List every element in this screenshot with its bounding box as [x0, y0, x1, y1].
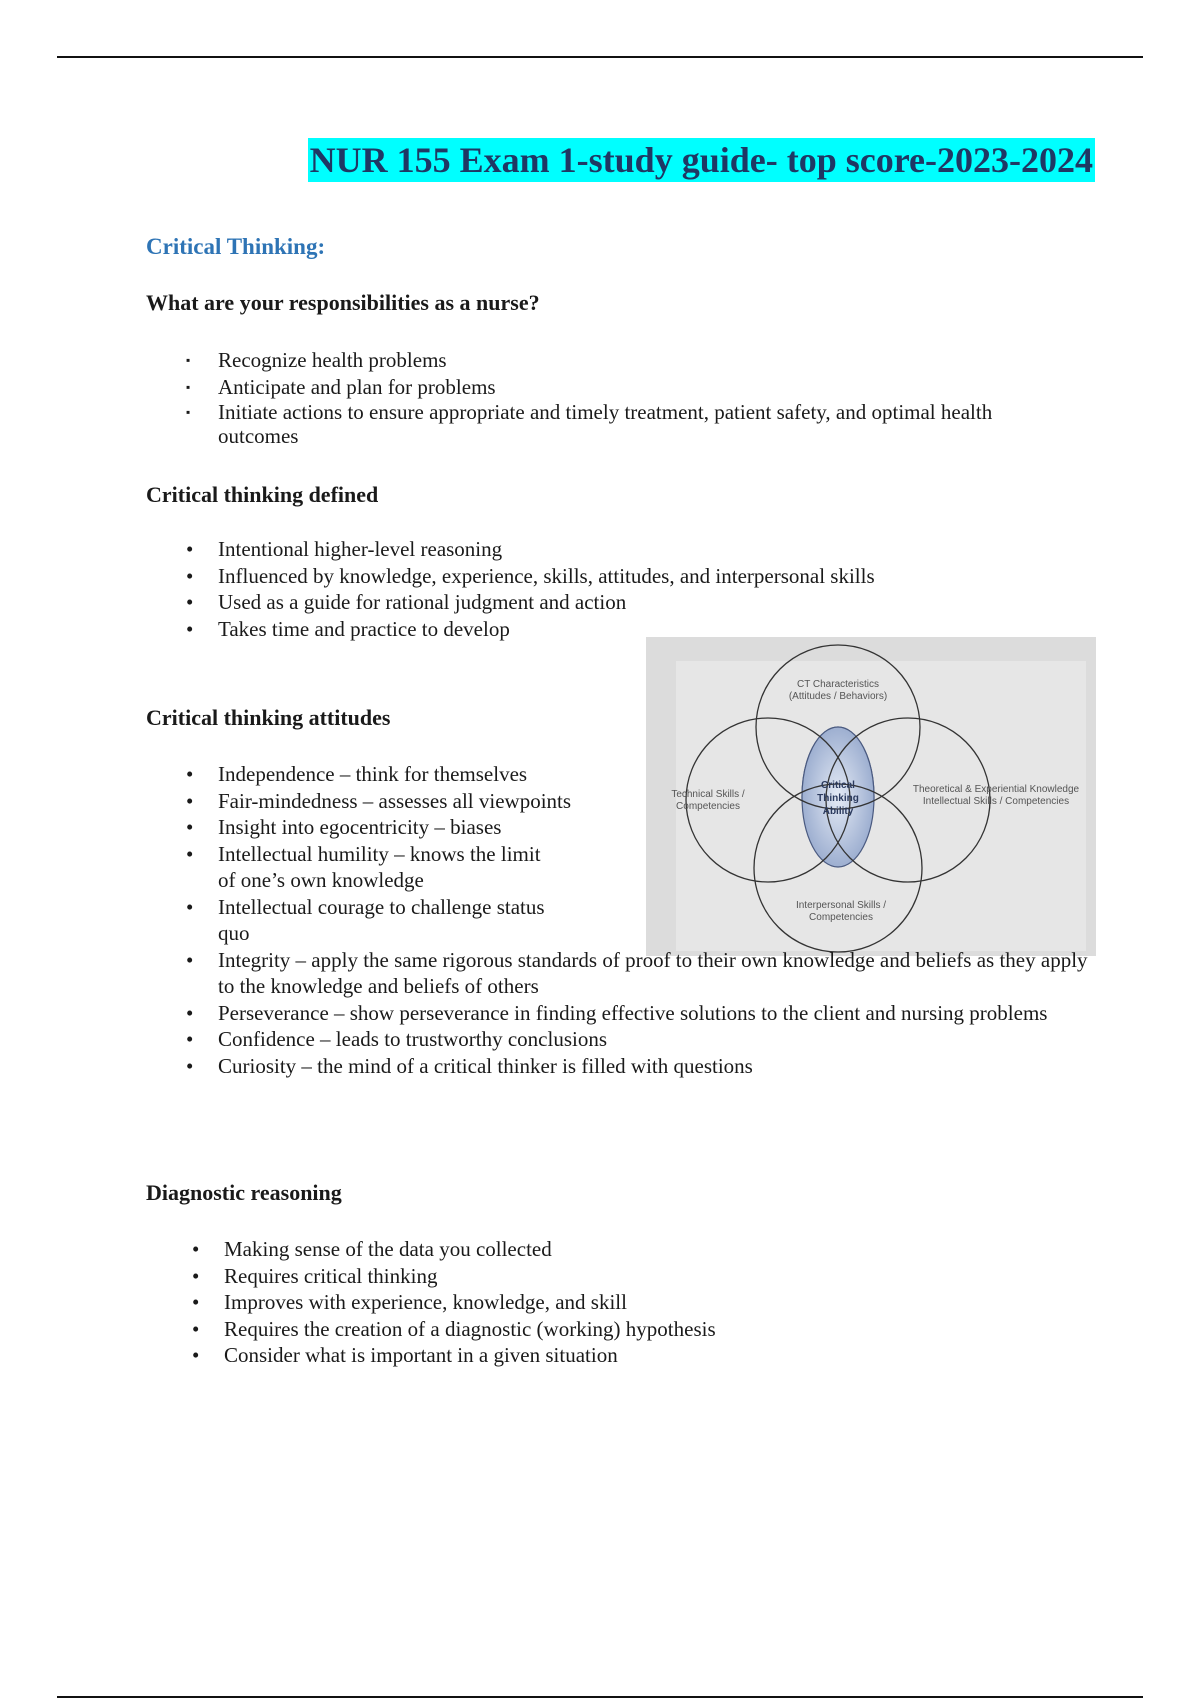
list-item: • Intentional higher-level reasoning	[186, 537, 503, 561]
bottom-rule	[57, 1696, 1143, 1698]
attitudes-heading: Critical thinking attitudes	[146, 705, 391, 730]
bullet-icon: •	[186, 616, 194, 641]
bottom-label-2: Competencies	[809, 912, 873, 923]
list-item: • Requires critical thinking	[192, 1263, 438, 1288]
list-item: • Influenced by knowledge, experience, skills, attitudes, and interpersonal skills	[186, 563, 875, 588]
bullet-icon: •	[192, 1237, 200, 1261]
title-container	[308, 138, 1095, 182]
top-label-1: CT Characteristics	[796, 679, 880, 690]
list-item: • Curiosity – the mind of a critical thinker is filled with questions	[186, 1053, 753, 1078]
list-item: ▪ Initiate actions to ensure appropriate and timely treatment, patient safety, and optimal health outcomes	[186, 400, 993, 448]
bullet-icon: •	[186, 537, 194, 561]
center-label-3: Ability	[822, 806, 854, 817]
bullet-icon: •	[186, 1027, 194, 1051]
bullet-icon: •	[186, 947, 194, 972]
bullet-icon: •	[186, 1053, 194, 1078]
top-label-2: (Attitudes / Behaviors)	[788, 691, 888, 702]
small-bullet-icon: ▪	[186, 405, 191, 419]
small-bullet-icon: ▪	[186, 379, 191, 394]
bullet-icon: •	[186, 563, 194, 588]
small-bullet-icon: ▪	[186, 353, 191, 367]
bullet-icon: •	[192, 1290, 200, 1314]
bullet-icon: •	[186, 590, 194, 614]
list-item: • Perseverance – show perseverance in finding effective solutions to the client and nursing problems	[186, 1000, 1048, 1025]
bullet-icon: •	[186, 1000, 194, 1025]
list-item: • Integrity – apply the same rigorous standards of proof to their own knowledge and beliefs as they apply to the knowledge and beliefs of others	[186, 947, 1088, 998]
center-label-2: Thinking	[817, 793, 859, 804]
center-label-1: Critical	[821, 780, 855, 791]
defined-list	[146, 536, 1106, 642]
diagnostic-list	[152, 1236, 1052, 1369]
left-label-2: Competencies	[676, 801, 740, 812]
bullet-icon: •	[186, 815, 194, 839]
list-item: • Independence – think for themselves	[186, 762, 528, 786]
list-item: • Takes time and practice to develop	[186, 616, 510, 641]
bullet-icon: •	[192, 1316, 200, 1341]
list-item: • Requires the creation of a diagnostic (working) hypothesis	[192, 1316, 716, 1341]
list-item: • Improves with experience, knowledge, and skill	[192, 1290, 627, 1314]
list-item: • Making sense of the data you collected	[192, 1237, 552, 1261]
attitudes-list	[146, 761, 1096, 1079]
top-rule	[57, 56, 1143, 58]
list-item: • Fair-mindedness – assesses all viewpoints	[186, 788, 572, 813]
list-item: • Intellectual humility – knows the limit of one’s own knowledge	[186, 841, 541, 892]
right-label-1: Theoretical & Experiential Knowledge	[912, 784, 1080, 795]
responsibilities-list	[146, 347, 1066, 448]
bullet-icon: •	[192, 1343, 200, 1367]
bullet-icon: •	[186, 788, 194, 813]
list-item: ▪ Anticipate and plan for problems	[186, 374, 496, 399]
list-item: ▪ Recognize health problems	[186, 348, 447, 372]
bullet-icon: •	[186, 841, 194, 866]
list-item: • Intellectual courage to challenge status quo	[186, 894, 545, 945]
right-label-2: Intellectual Skills / Competencies	[922, 796, 1070, 807]
list-item: • Insight into egocentricity – biases	[186, 815, 502, 839]
bullet-icon: •	[192, 1263, 200, 1288]
diagnostic-heading: Diagnostic reasoning	[146, 1180, 342, 1205]
section-heading: Critical Thinking:	[146, 234, 326, 259]
bottom-label-1: Interpersonal Skills /	[795, 900, 887, 911]
list-item: • Confidence – leads to trustworthy conclusions	[186, 1027, 608, 1051]
responsibilities-heading: What are your responsibilities as a nurse?	[146, 290, 540, 315]
bullet-icon: •	[186, 762, 194, 786]
list-item: • Used as a guide for rational judgment and action	[186, 590, 627, 614]
bullet-icon: •	[186, 894, 194, 919]
list-item: • Consider what is important in a given situation	[192, 1343, 618, 1367]
defined-heading: Critical thinking defined	[146, 482, 379, 507]
document-title: NUR 155 Exam 1-study guide- top score-2023-2024	[309, 140, 1093, 180]
left-label-1: Technical Skills /	[671, 789, 745, 800]
